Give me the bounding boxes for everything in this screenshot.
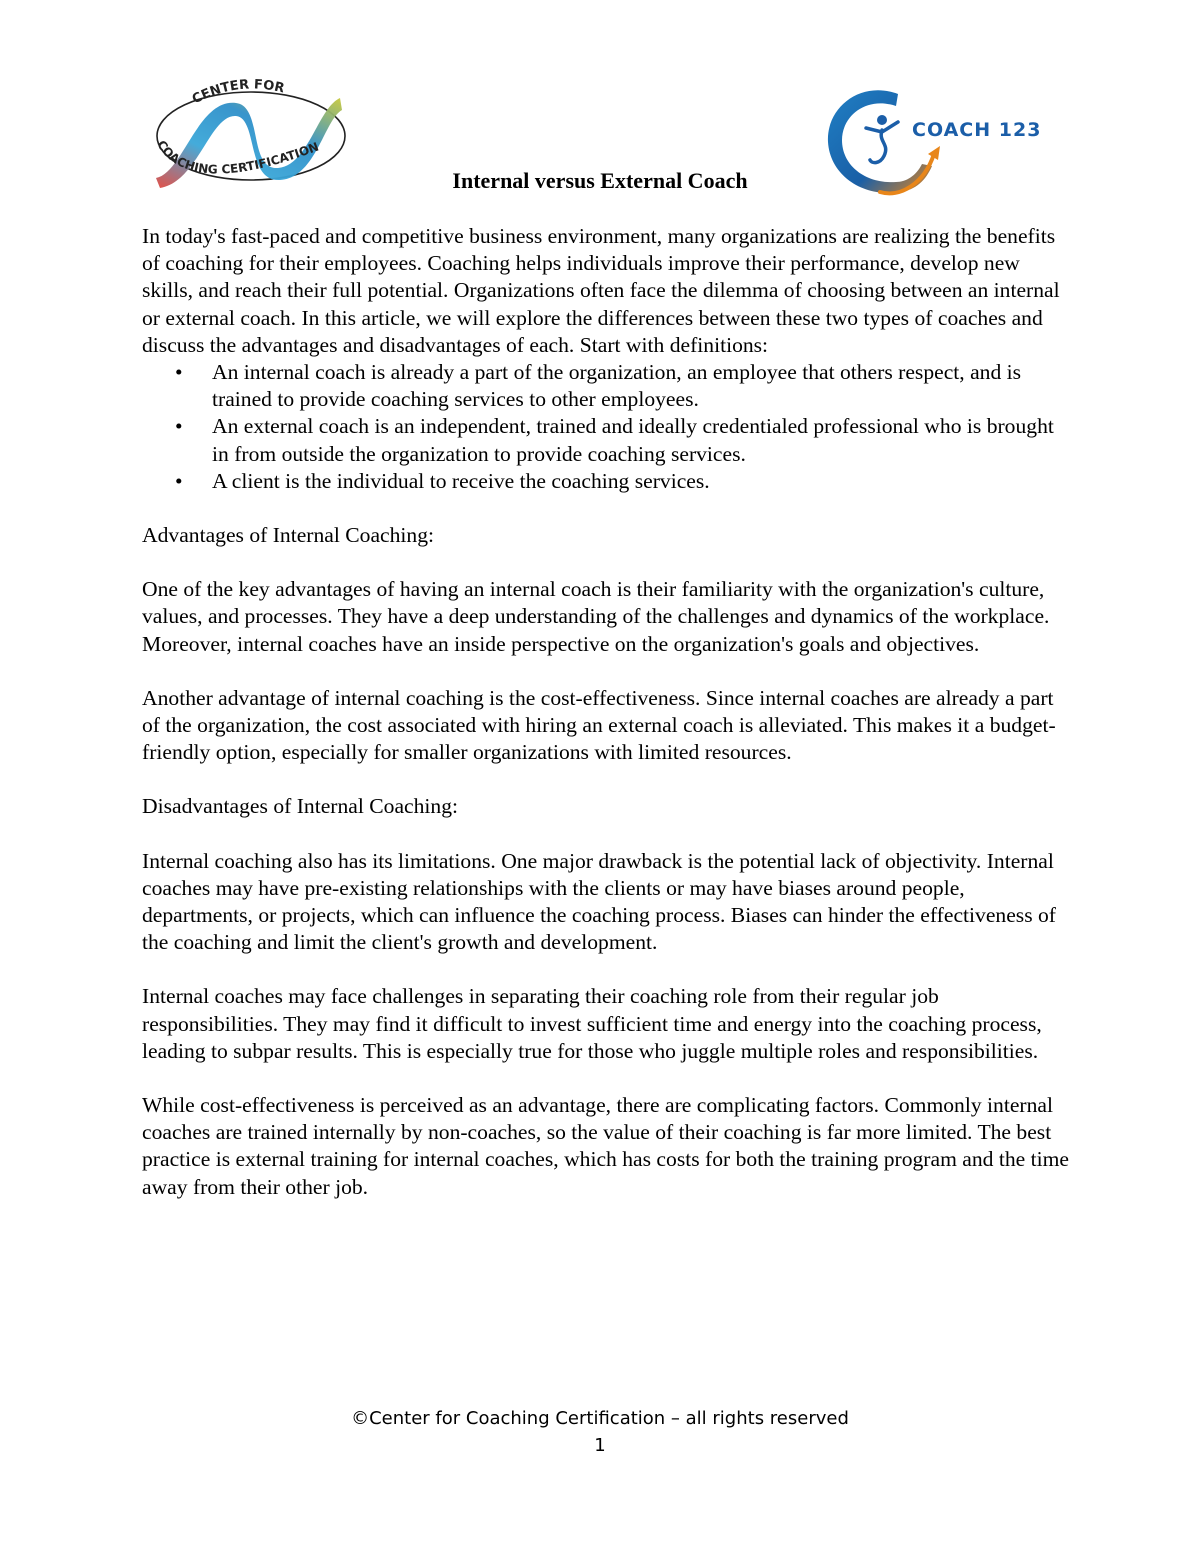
definition-client: A client is the individual to receive the coaching services. [212,468,710,493]
advantages-paragraph-1: One of the key advantages of having an internal coach is their familiarity with the organization's culture, values, and processes. They have a deep understanding of the challenges and dynamics of the workplace. Moreover, internal coaches have an inside perspective on the organization's goals and objectives. [142,577,1050,656]
list-item [142,468,1072,495]
svg-text:CENTER FOR [190,78,286,107]
copyright-notice: ©Center for Coaching Certification – all rights reserved [351,1408,849,1429]
disadvantages-paragraph-2: Internal coaches may face challenges in separating their coaching role from their regular job responsibilities. They may find it difficult to invest sufficient time and energy into the coaching process, leading to subpar results. This is especially true for those who juggle multiple roles and responsibilities. [142,984,1042,1063]
list-item [142,359,1072,413]
bullet-icon: • [175,360,183,385]
definitions-list [142,359,1072,495]
advantages-paragraph-2: Another advantage of internal coaching is the cost-effectiveness. Since internal coaches are already a part of the organization, the cost associated with hiring an external coach is alleviated. This makes it a budget-friendly option, especially for smaller organizations with limited resources. [142,685,1056,765]
logo-left-top-text: CENTER FOR [189,78,286,108]
logo-right-text: COACH 123 [912,119,1042,141]
bullet-icon: • [175,414,183,439]
document-title: Internal versus External Coach [452,168,748,193]
intro-paragraph: In today's fast-paced and competitive business environment, many organizations are realizing the benefits of coaching for their employees. Coaching helps individuals improve their performance, develop new skills, and reach their full potential. Organizations often face the dilemma of choosing between an internal or external coach. In this article, we will explore the differences between these two types of coaches and discuss the advantages and disadvantages of each. Start with definitions: [142,224,1060,357]
definition-internal-coach: An internal coach is already a part of the organization, an employee that others respect, and is trained to provide coaching services to other employees. [212,360,1022,412]
disadvantages-heading: Disadvantages of Internal Coaching: [142,794,459,819]
disadvantages-paragraph-3: While cost-effectiveness is perceived as an advantage, there are complicating factors. Commonly internal coaches are trained internally by non-coaches, so the value of their coaching is far more limited. The best practice is external training for internal coaches, which has costs for both the training program and the time away from their other job. [142,1093,1070,1199]
page-number: 1 [594,1435,606,1456]
logo-left-bottom-text: COACHING CERTIFICATION [154,137,321,177]
advantages-heading: Advantages of Internal Coaching: [142,523,435,548]
disadvantages-paragraph-1: Internal coaching also has its limitations. One major drawback is the potential lack of objectivity. Internal coaches may have pre-existing relationships with the clients or may have biases around people, departments, or projects, which can influence the coaching process. Biases can hinder the effectiveness of the coaching and limit the client's growth and development. [142,848,1056,955]
list-item [142,413,1072,467]
definition-external-coach: An external coach is an independent, trained and ideally credentialed professional who is brought in from outside the organization to provide coaching services. [212,414,1054,466]
document-body [142,223,1072,1201]
page-footer [0,1405,1200,1459]
bullet-icon: • [175,468,183,493]
